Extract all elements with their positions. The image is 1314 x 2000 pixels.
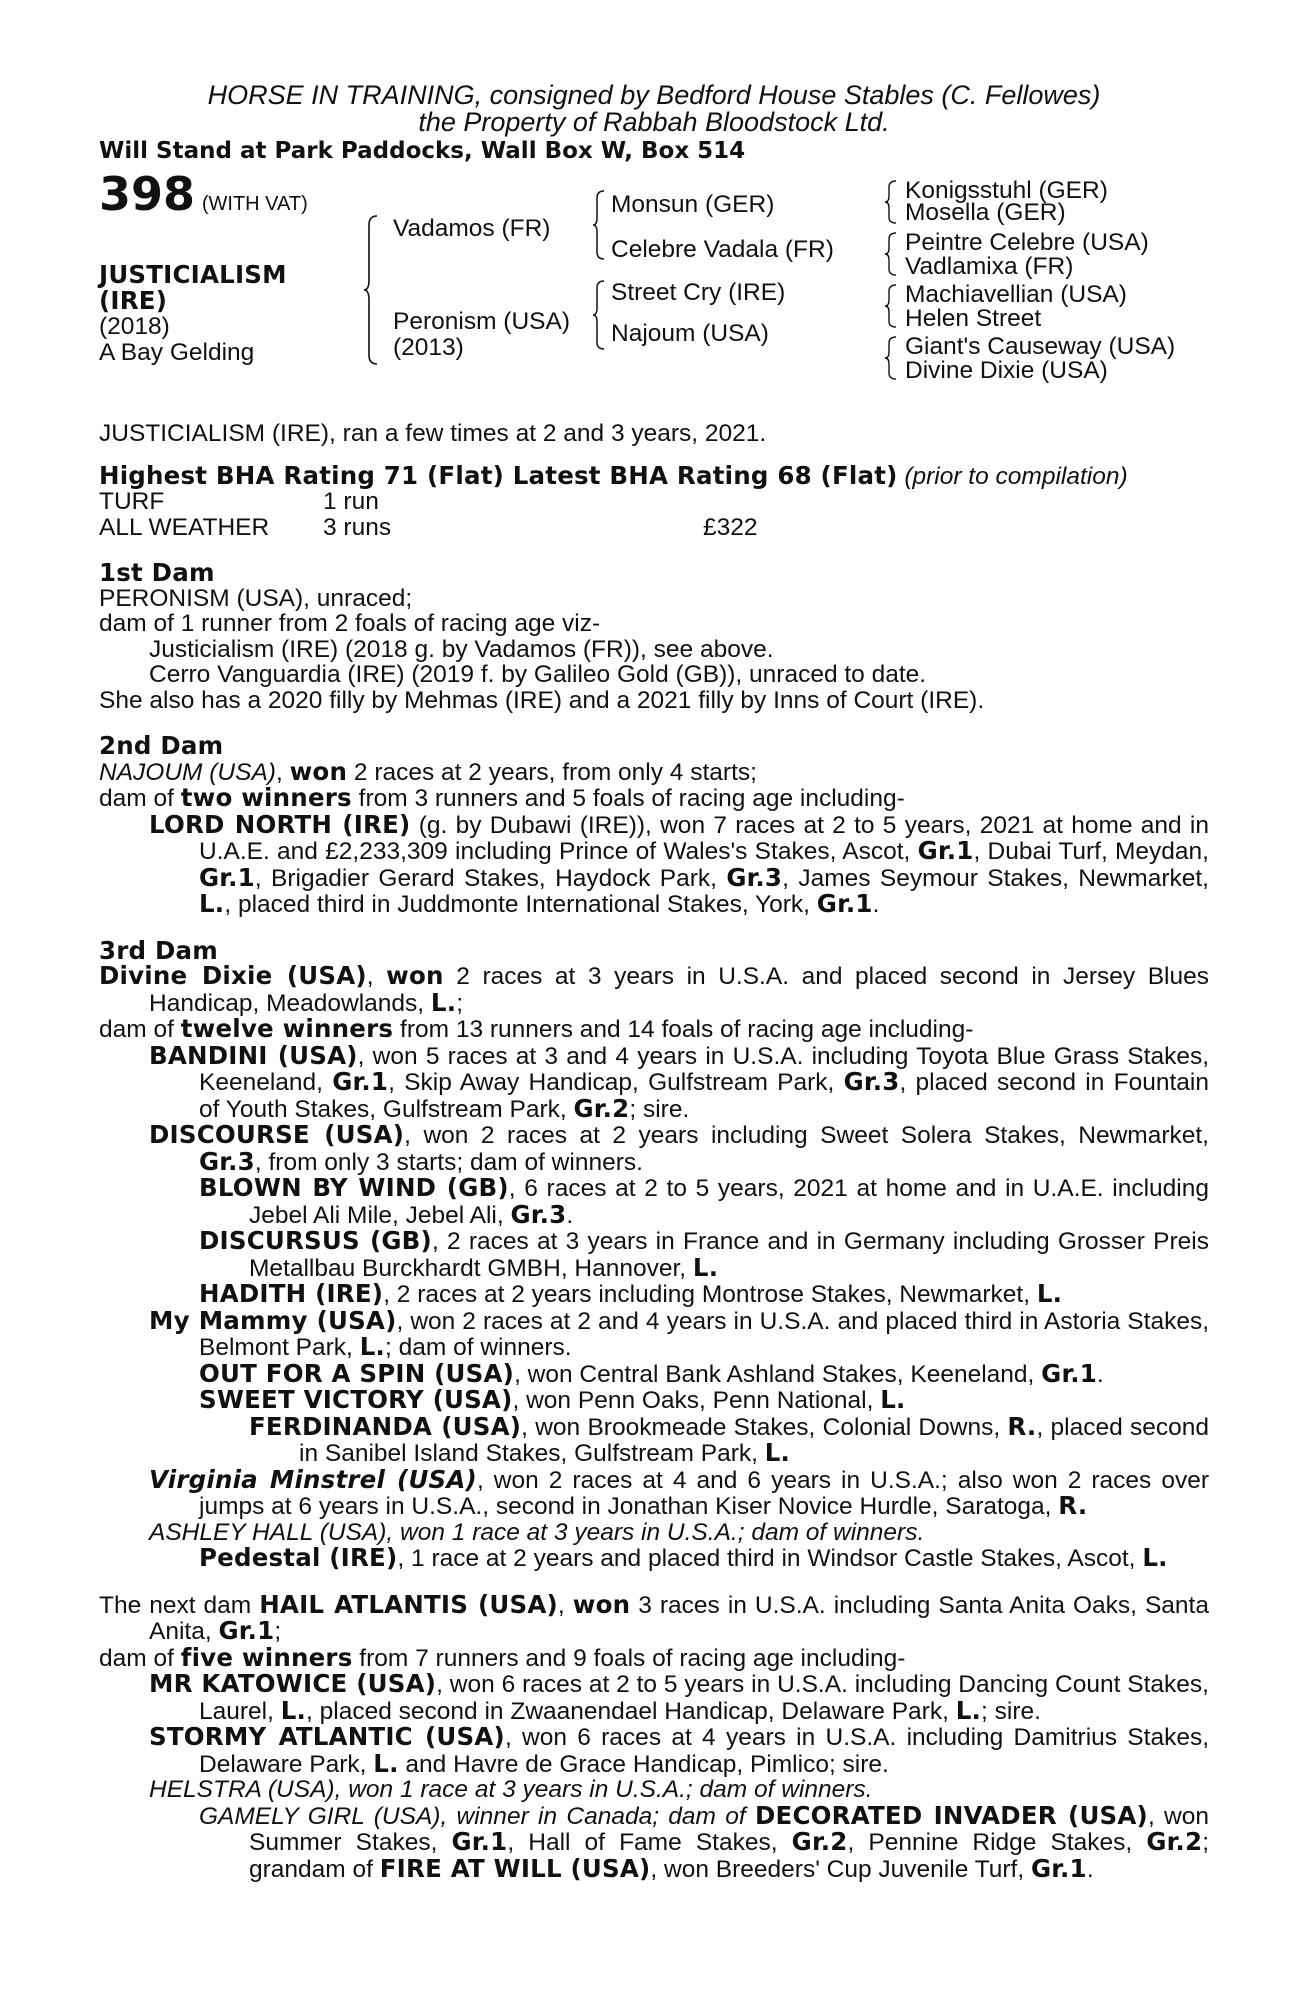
dss: Machiavellian (USA) bbox=[905, 281, 1127, 308]
aw-money: £322 bbox=[703, 513, 758, 541]
t: SWEET VICTORY (USA) bbox=[199, 1385, 513, 1414]
t: , bbox=[557, 1591, 573, 1619]
produce bbox=[99, 1228, 1209, 1281]
t: L. bbox=[280, 1695, 307, 1725]
t: Gr.3 bbox=[510, 1199, 567, 1229]
stand-line: Will Stand at Park Paddocks, Wall Box W, Box 514 bbox=[99, 138, 746, 164]
produce: ASHLEY HALL (USA), won 1 race at 3 years in U.S.A.; dam of winners. bbox=[149, 1518, 925, 1546]
dam2-line bbox=[99, 785, 1209, 812]
sds: Peintre Celebre (USA) bbox=[905, 229, 1149, 256]
brace-3 bbox=[884, 284, 898, 328]
horse-suffix: (IRE) bbox=[99, 286, 168, 315]
dam: Peronism (USA) bbox=[393, 308, 570, 335]
dam2-produce bbox=[99, 809, 1209, 918]
second-dam-section bbox=[99, 733, 1209, 918]
t: , placed second in Fountain of Youth Stakes, Gulfstream Park, bbox=[199, 1069, 1209, 1123]
t: . bbox=[566, 1201, 574, 1229]
t: . bbox=[1086, 1855, 1094, 1883]
t: 2 races at 3 years in U.S.A. and placed second in Jersey Blues Handicap, Meadowlands, bbox=[149, 963, 1209, 1017]
t: won bbox=[572, 1589, 631, 1619]
t: , placed second in Zwaanendael Handicap, Delaware Park, bbox=[306, 1697, 956, 1725]
t: , 1 race at 2 years and placed third in Windsor Castle Stakes, Ascot, bbox=[397, 1545, 1143, 1572]
dam1-line: She also has a 2020 filly by Mehmas (IRE) and a 2021 filly by Inns of Court (IRE). bbox=[99, 686, 985, 714]
horse-name: JUSTICIALISM bbox=[99, 260, 287, 289]
t: L. bbox=[430, 987, 457, 1017]
consignor-line: HORSE IN TRAINING, consigned by Bedford House Stables (C. Fellowes) bbox=[207, 80, 1101, 110]
t: Gr.1 bbox=[199, 862, 255, 892]
t: DISCURSUS (GB) bbox=[199, 1226, 432, 1255]
turf-row bbox=[99, 489, 1209, 515]
pedigree-table bbox=[99, 167, 1209, 415]
t: Gr.1 bbox=[451, 1827, 508, 1856]
catalogue-page bbox=[99, 82, 1209, 1882]
t: Gr.1 bbox=[218, 1616, 275, 1645]
t: Gr.1 bbox=[332, 1067, 389, 1096]
sire-dam: Celebre Vadala (FR) bbox=[611, 236, 834, 263]
t: , won Brookmeade Stakes, Colonial Downs, bbox=[521, 1413, 1008, 1441]
dam3-line bbox=[99, 1016, 1209, 1043]
t: , won 2 races at 2 and 4 years in U.S.A. and placed third in Astoria Stakes, Belmont Park, bbox=[199, 1307, 1209, 1361]
ddd: Divine Dixie (USA) bbox=[905, 357, 1108, 384]
t: L. bbox=[199, 889, 225, 918]
t: Gr.1 bbox=[1030, 1853, 1087, 1883]
t: , Dubai Turf, Meydan, bbox=[973, 838, 1209, 865]
produce bbox=[99, 1281, 1209, 1308]
t: won bbox=[289, 756, 348, 786]
t: L. bbox=[1036, 1279, 1063, 1308]
t: Gr.3 bbox=[199, 1146, 255, 1176]
sdd: Vadlamixa (FR) bbox=[905, 253, 1074, 280]
brace-4 bbox=[884, 336, 898, 380]
produce bbox=[99, 1671, 1209, 1724]
t: HADITH (IRE) bbox=[199, 1279, 384, 1308]
t: Gr.1 bbox=[816, 889, 873, 918]
t: Gr.3 bbox=[843, 1067, 900, 1096]
produce bbox=[99, 1305, 1209, 1361]
aw-label: ALL WEATHER bbox=[99, 513, 270, 541]
t: , from only 3 starts; dam of winners. bbox=[254, 1148, 643, 1176]
t: NAJOUM (USA) bbox=[99, 758, 276, 786]
t: dam of bbox=[99, 1016, 181, 1043]
dam1-produce: Justicialism (IRE) (2018 g. by Vadamos (FR)), see above. bbox=[149, 635, 774, 663]
t: and Havre de Grace Handicap, Pimlico; sire. bbox=[398, 1750, 889, 1778]
dam-year: (2013) bbox=[393, 334, 464, 361]
t: two winners bbox=[180, 783, 352, 812]
t: ; sire. bbox=[629, 1095, 690, 1123]
t: Pedestal (IRE) bbox=[199, 1543, 398, 1572]
t: dam of bbox=[99, 785, 181, 812]
foaling-year: (2018) bbox=[99, 313, 170, 340]
t: Divine Dixie (USA) bbox=[99, 961, 367, 990]
dam-line-brace bbox=[592, 280, 606, 350]
dam1-line: PERONISM (USA), unraced; bbox=[99, 584, 413, 612]
sire-sire: Monsun (GER) bbox=[611, 191, 775, 218]
t: , won Breeders' Cup Juvenile Turf, bbox=[650, 1855, 1031, 1883]
produce bbox=[99, 1545, 1209, 1572]
t: . bbox=[1097, 1360, 1104, 1388]
t: ; dam of winners. bbox=[385, 1334, 572, 1361]
aw-row bbox=[99, 515, 1209, 541]
produce bbox=[99, 1040, 1209, 1123]
t: , won Central Bank Ashland Stakes, Keeneland, bbox=[514, 1360, 1042, 1388]
t: Gr.2 bbox=[573, 1093, 630, 1123]
sire-dam-brace bbox=[363, 215, 379, 365]
dds: Giant's Causeway (USA) bbox=[905, 333, 1176, 360]
dam-dam: Najoum (USA) bbox=[611, 320, 769, 347]
t: , bbox=[366, 963, 387, 990]
t: L. bbox=[359, 1332, 386, 1361]
t: HAIL ATLANTIS (USA) bbox=[259, 1589, 558, 1619]
first-dam-section bbox=[99, 560, 1209, 713]
t: , Skip Away Handicap, Gulfstream Park, bbox=[388, 1069, 844, 1096]
t: , bbox=[275, 758, 290, 786]
brace-2 bbox=[884, 232, 898, 276]
ratings-line bbox=[99, 460, 1209, 490]
owner-line: the Property of Rabbah Bloodstock Ltd. bbox=[418, 107, 890, 137]
t: ; bbox=[274, 1618, 282, 1645]
sire: Vadamos (FR) bbox=[393, 215, 551, 242]
dsd: Helen Street bbox=[905, 305, 1042, 332]
aw-runs: 3 runs bbox=[323, 513, 392, 541]
t: FIRE AT WILL (USA) bbox=[379, 1853, 651, 1883]
t: DISCOURSE (USA) bbox=[149, 1120, 405, 1149]
t: Virginia Minstrel (USA) bbox=[149, 1464, 477, 1494]
t: , won Summer Stakes, bbox=[249, 1802, 1210, 1856]
t: GAMELY GIRL (USA), winner in Canada; dam of bbox=[199, 1802, 755, 1830]
turf-runs: 1 run bbox=[323, 488, 379, 515]
dam2-line bbox=[99, 756, 1209, 786]
t: , Pennine Ridge Stakes, bbox=[847, 1829, 1147, 1856]
brace-1 bbox=[884, 180, 898, 224]
t: STORMY ATLANTIC (USA) bbox=[149, 1722, 505, 1751]
t: ; grandam of bbox=[249, 1829, 1210, 1883]
produce: HELSTRA (USA), won 1 race at 3 years in U.S.A.; dam of winners. bbox=[149, 1776, 873, 1803]
lot-number-block bbox=[99, 167, 308, 221]
produce bbox=[99, 1122, 1209, 1175]
t: L. bbox=[692, 1252, 719, 1282]
race-summary: JUSTICIALISM (IRE), ran a few times at 2 and 3 years, 2021. bbox=[99, 420, 767, 447]
t: LORD NORTH (IRE) bbox=[149, 809, 411, 839]
ssd: Mosella (GER) bbox=[905, 199, 1066, 226]
t: L. bbox=[373, 1748, 399, 1778]
t: FERDINANDA (USA) bbox=[249, 1411, 522, 1441]
t: ; bbox=[456, 989, 464, 1017]
t: L. bbox=[955, 1695, 982, 1725]
t: R. bbox=[1007, 1411, 1037, 1441]
t: Gr.3 bbox=[726, 862, 783, 892]
t: 3 races in U.S.A. including Santa Anita Oaks, Santa Anita, bbox=[149, 1591, 1209, 1645]
produce bbox=[99, 1411, 1209, 1467]
t: R. bbox=[1058, 1491, 1088, 1520]
third-dam-section bbox=[99, 935, 1209, 1572]
t: DECORATED INVADER (USA) bbox=[755, 1800, 1148, 1830]
t: from 7 runners and 9 foals of racing age including- bbox=[352, 1644, 906, 1672]
next-line bbox=[99, 1642, 1209, 1672]
section-title: 3rd Dam bbox=[99, 935, 218, 965]
t: BANDINI (USA) bbox=[149, 1040, 358, 1070]
t: My Mammy (USA) bbox=[149, 1305, 397, 1335]
section-title: 1st Dam bbox=[99, 558, 215, 587]
t: , placed third in Juddmonte International Stakes, York, bbox=[224, 891, 817, 918]
vat-note: (WITH VAT) bbox=[201, 193, 308, 215]
sire-line-brace bbox=[592, 190, 606, 260]
ratings-text: Highest BHA Rating 71 (Flat) Latest BHA Rating 68 (Flat) bbox=[99, 460, 898, 490]
t: dam of bbox=[99, 1644, 181, 1672]
t: , 2 races at 2 years including Montrose Stakes, Newmarket, bbox=[383, 1281, 1037, 1308]
t: , 6 races at 2 to 5 years, 2021 at home and in U.A.E. including Jebel Ali Mile, Jebel Ali, bbox=[249, 1175, 1209, 1229]
dam1-line: dam of 1 runner from 2 foals of racing age viz- bbox=[99, 610, 601, 637]
t: Gr.2 bbox=[1146, 1827, 1203, 1856]
t: L. bbox=[764, 1438, 791, 1467]
t: , won 6 races at 2 to 5 years in U.S.A. including Dancing Count Stakes, Laurel, bbox=[199, 1671, 1209, 1725]
t: , Brigadier Gerard Stakes, Haydock Park, bbox=[254, 864, 727, 892]
t: , Hall of Fame Stakes, bbox=[507, 1829, 792, 1856]
t: Gr.1 bbox=[917, 836, 974, 865]
t: from 3 runners and 5 foals of racing age including- bbox=[351, 785, 905, 812]
horse-description: A Bay Gelding bbox=[99, 339, 255, 366]
t: Gr.1 bbox=[1041, 1358, 1098, 1388]
produce bbox=[99, 1175, 1209, 1228]
t: , James Seymour Stakes, Newmarket, bbox=[782, 864, 1209, 892]
t: , placed second in Sanibel Island Stakes, Gulfstream Park, bbox=[299, 1413, 1209, 1467]
produce bbox=[99, 1387, 1209, 1414]
t: five winners bbox=[180, 1642, 353, 1672]
produce bbox=[99, 1800, 1210, 1883]
produce bbox=[99, 1358, 1209, 1388]
t: twelve winners bbox=[180, 1014, 394, 1043]
next-dam-section bbox=[99, 1589, 1210, 1883]
t: , won Penn Oaks, Penn National, bbox=[512, 1387, 881, 1414]
dam1-produce: Cerro Vanguardia (IRE) (2019 f. by Galileo Gold (GB)), unraced to date. bbox=[149, 661, 927, 688]
produce bbox=[99, 1724, 1209, 1777]
t: Gr.2 bbox=[791, 1827, 848, 1856]
t: , won 6 races at 4 years in U.S.A. including Damitrius Stakes, Delaware Park, bbox=[199, 1724, 1209, 1778]
t: , won 2 races at 4 and 6 years in U.S.A.; also won 2 races over jumps at 6 years in U.S.A., second in Jonathan Kiser Novice Hurdle, Saratoga, bbox=[199, 1466, 1209, 1520]
t: from 13 runners and 14 foals of racing age including- bbox=[393, 1016, 974, 1043]
t: L. bbox=[880, 1385, 906, 1414]
produce bbox=[99, 1464, 1209, 1520]
t: . bbox=[872, 891, 880, 918]
dam-sire: Street Cry (IRE) bbox=[611, 279, 786, 306]
t: , won 2 races at 2 years including Sweet Solera Stakes, Newmarket, bbox=[404, 1122, 1209, 1149]
t: 2 races at 2 years, from only 4 starts; bbox=[347, 758, 757, 786]
t: ; sire. bbox=[981, 1697, 1041, 1725]
turf-label: TURF bbox=[99, 488, 165, 515]
dam3-line bbox=[99, 963, 1209, 1016]
lot-number: 398 bbox=[99, 167, 196, 221]
ratings-note: (prior to compilation) bbox=[904, 462, 1128, 490]
t: (g. by Dubawi (IRE)), won 7 races at 2 to 5 years, 2021 at home and in U.A.E. and £2,233,309 including Prince of Wales's Stakes, Ascot, bbox=[199, 811, 1209, 865]
section-title: 2nd Dam bbox=[99, 731, 224, 760]
t: OUT FOR A SPIN (USA) bbox=[199, 1358, 515, 1388]
t: , 2 races at 3 years in France and in Germany including Grosser Preis Metallbau Burckhardt GMBH, Hannover, bbox=[249, 1228, 1209, 1282]
t: won bbox=[386, 961, 444, 990]
t: , won 5 races at 3 and 4 years in U.S.A. including Toyota Blue Grass Stakes, Keeneland, bbox=[199, 1042, 1209, 1096]
t: MR KATOWICE (USA) bbox=[149, 1669, 437, 1698]
t: L. bbox=[1142, 1543, 1168, 1572]
t: BLOWN BY WIND (GB) bbox=[199, 1173, 509, 1202]
next-line bbox=[99, 1589, 1209, 1645]
sss: Konigsstuhl (GER) bbox=[905, 177, 1108, 204]
t: The next dam bbox=[99, 1591, 260, 1619]
